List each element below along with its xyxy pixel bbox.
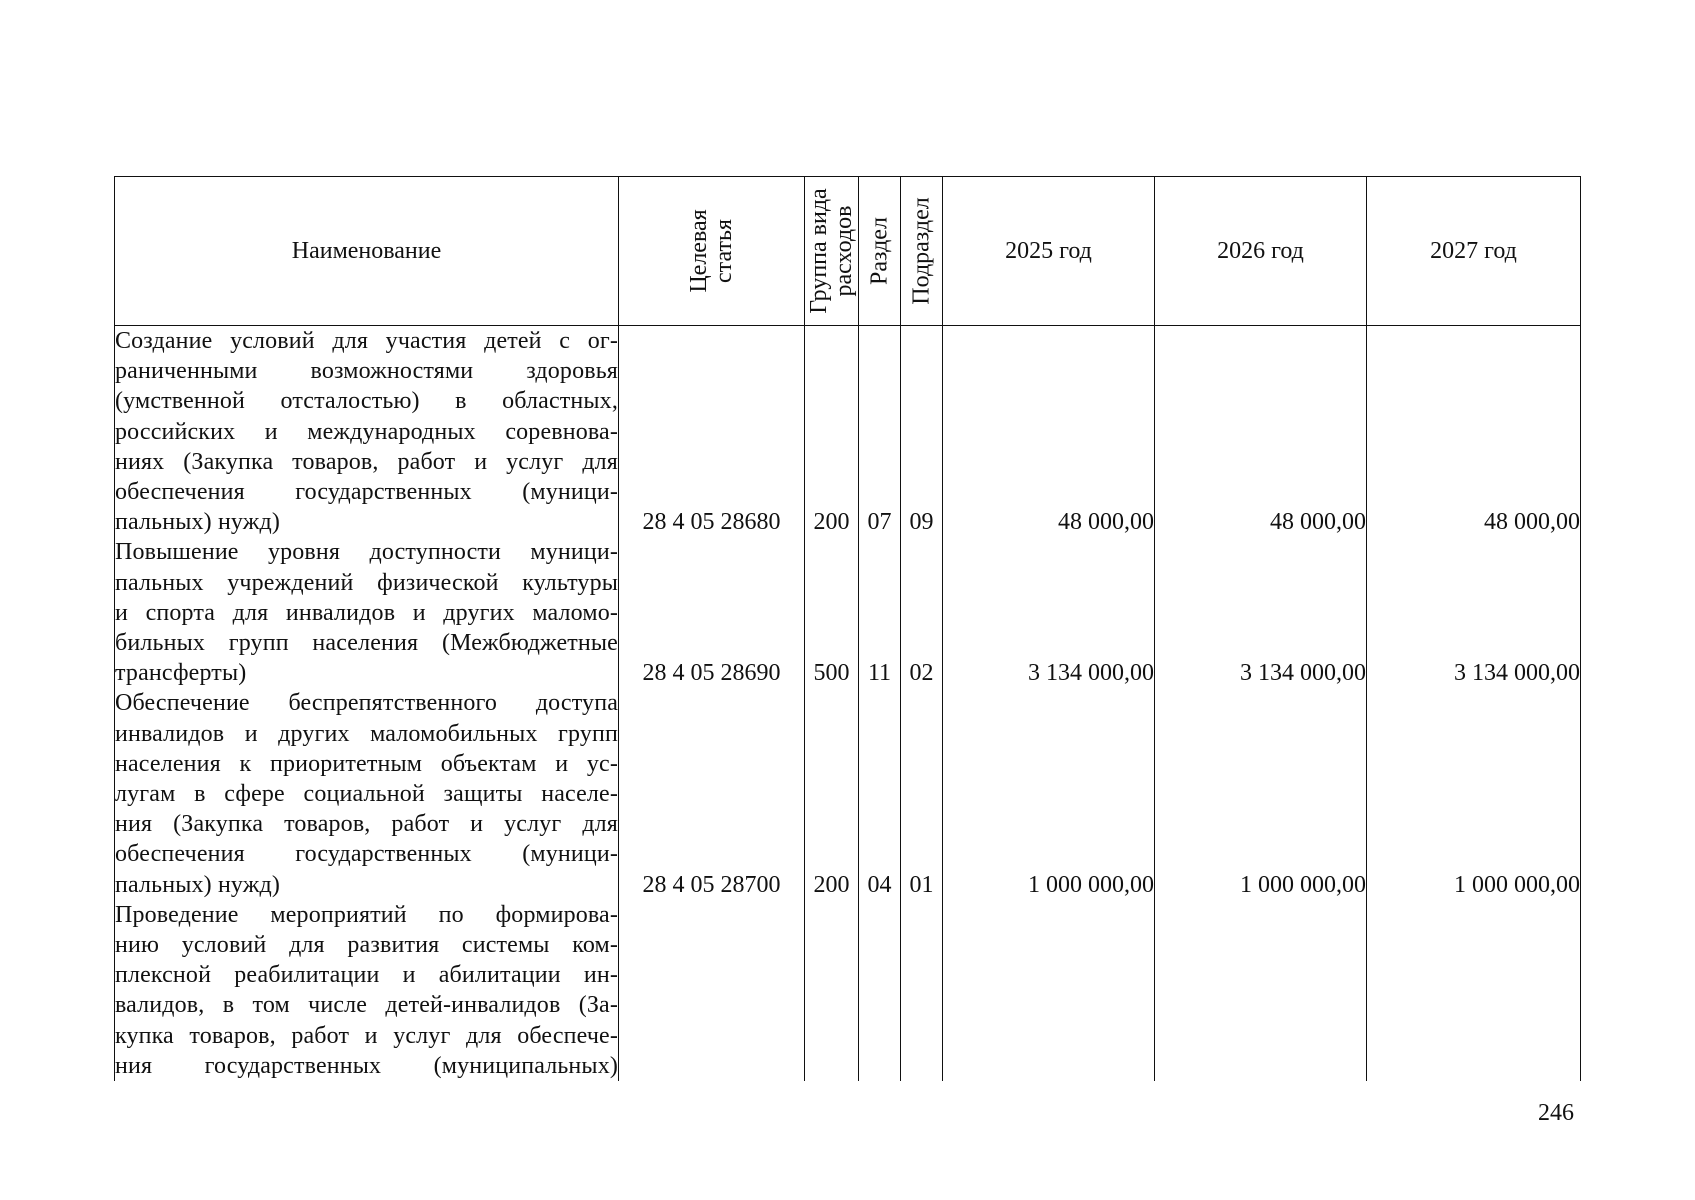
row-value-2027: 3 134 000,00 <box>1367 537 1581 688</box>
name-line: (умственной отсталостью) в областных, <box>115 388 618 415</box>
empty-cell <box>805 900 859 1081</box>
row-subsection: 09 <box>901 326 943 538</box>
empty-cell <box>1367 900 1581 1081</box>
name-line: лугам в сфере социальной защиты населе- <box>115 781 618 808</box>
name-line: и спорта для инвалидов и других маломо- <box>115 599 618 626</box>
name-line: Проведение мероприятий по формирова- <box>115 901 618 928</box>
empty-cell <box>619 900 805 1081</box>
table-row-continued <box>115 900 1581 1081</box>
row-target-code: 28 4 05 28680 <box>619 326 805 538</box>
name-line: обеспечения государственных (муници- <box>115 479 618 506</box>
header-target <box>619 177 805 326</box>
row-name <box>115 900 619 1081</box>
header-name: Наименование <box>115 177 619 326</box>
name-line: населения к приоритетным объектам и ус- <box>115 750 618 777</box>
empty-cell <box>901 900 943 1081</box>
table-header-row <box>115 177 1581 326</box>
name-line: инвалидов и других маломобильных групп <box>115 720 618 747</box>
header-2026: 2026 год <box>1155 177 1367 326</box>
name-line: раниченными возможностями здоровья <box>115 358 618 385</box>
name-line: нию условий для развития системы ком- <box>115 932 618 959</box>
row-subsection: 02 <box>901 537 943 688</box>
row-target-code: 28 4 05 28690 <box>619 537 805 688</box>
header-target-label: Целевая статья <box>685 209 737 293</box>
budget-table <box>114 176 1581 1081</box>
header-subsection-label: Подраздел <box>907 197 934 305</box>
name-line: Создание условий для участия детей с ог- <box>115 328 618 354</box>
row-value-2026: 48 000,00 <box>1155 326 1367 538</box>
empty-cell <box>859 900 901 1081</box>
row-value-2027: 48 000,00 <box>1367 326 1581 538</box>
name-line: пальных) нужд) <box>115 509 281 536</box>
row-value-2026: 1 000 000,00 <box>1155 688 1367 899</box>
row-name <box>115 537 619 688</box>
row-value-2027: 1 000 000,00 <box>1367 688 1581 899</box>
row-subsection: 01 <box>901 688 943 899</box>
name-line: трансферты) <box>115 660 247 687</box>
row-value-2025: 48 000,00 <box>943 326 1155 538</box>
table-row <box>115 326 1581 538</box>
row-group: 500 <box>805 537 859 688</box>
name-line: ниях (Закупка товаров, работ и услуг для <box>115 448 618 475</box>
name-line: пальных) нужд) <box>115 871 281 898</box>
name-line: ния государственных (муниципальных) <box>115 1052 618 1079</box>
table-row <box>115 688 1581 899</box>
row-group: 200 <box>805 326 859 538</box>
row-section: 07 <box>859 326 901 538</box>
table-row <box>115 537 1581 688</box>
row-target-code: 28 4 05 28700 <box>619 688 805 899</box>
row-name <box>115 326 619 538</box>
row-section: 11 <box>859 537 901 688</box>
name-line: бильных групп населения (Межбюджетные <box>115 630 618 657</box>
row-section: 04 <box>859 688 901 899</box>
header-group-label: Группа вида расходов <box>805 188 857 314</box>
name-line: купка товаров, работ и услуг для обеспече- <box>115 1022 618 1049</box>
name-line: Обеспечение беспрепятственного доступа <box>115 690 618 717</box>
name-line: обеспечения государственных (муници- <box>115 841 618 868</box>
row-name <box>115 688 619 899</box>
header-2027: 2027 год <box>1367 177 1581 326</box>
row-group: 200 <box>805 688 859 899</box>
empty-cell <box>1155 900 1367 1081</box>
name-line: пальных учреждений физической культуры <box>115 569 618 596</box>
row-value-2025: 1 000 000,00 <box>943 688 1155 899</box>
empty-cell <box>943 900 1155 1081</box>
name-line: Повышение уровня доступности муници- <box>115 539 618 566</box>
name-line: валидов, в том числе детей-инвалидов (За- <box>115 992 618 1019</box>
name-line: плексной реабилитации и абилитации ин- <box>115 962 618 989</box>
header-group <box>805 177 859 326</box>
header-subsection <box>901 177 943 326</box>
page-number: 246 <box>1538 1100 1574 1126</box>
name-line: ния (Закупка товаров, работ и услуг для <box>115 811 618 838</box>
header-2025: 2025 год <box>943 177 1155 326</box>
header-section-label: Раздел <box>865 217 892 285</box>
header-section <box>859 177 901 326</box>
row-value-2025: 3 134 000,00 <box>943 537 1155 688</box>
name-line: российских и международных соревнова- <box>115 418 618 445</box>
row-value-2026: 3 134 000,00 <box>1155 537 1367 688</box>
